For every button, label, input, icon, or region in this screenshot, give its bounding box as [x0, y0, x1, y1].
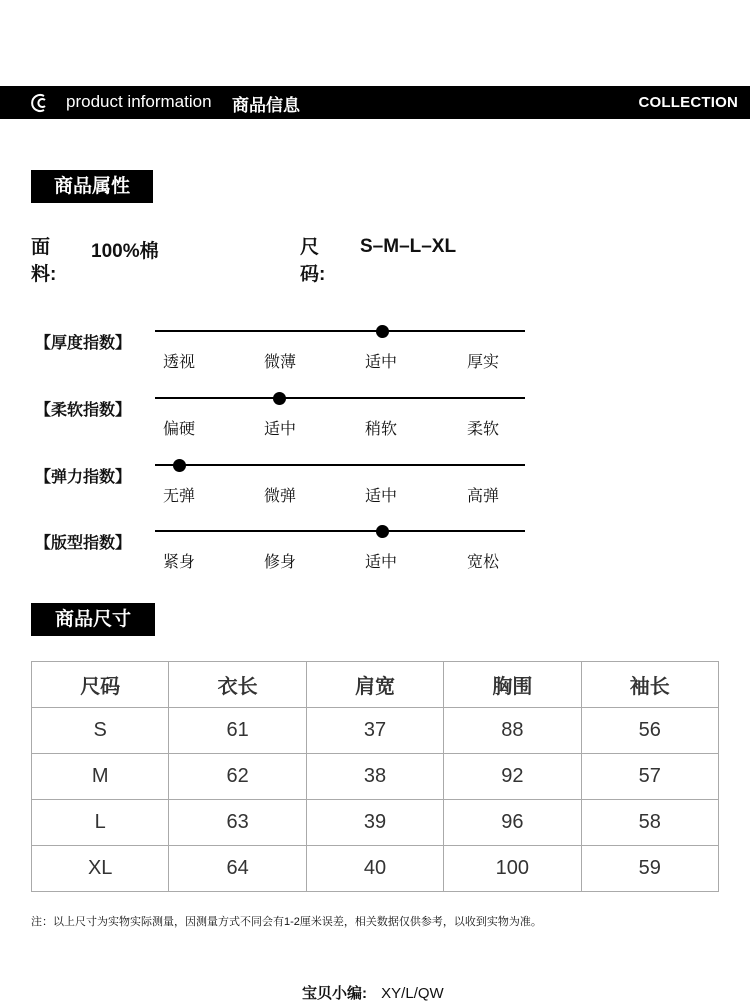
index-marker-dot — [376, 325, 389, 338]
table-cell: 63 — [169, 800, 306, 846]
header-cn-title: 商品信息 — [232, 96, 300, 115]
table-cell: 61 — [169, 708, 306, 754]
table-cell: 57 — [581, 754, 718, 800]
table-cell: S — [32, 708, 169, 754]
attributes-section-title: 商品属性 — [31, 170, 153, 203]
table-cell: 38 — [306, 754, 443, 800]
table-cell: XL — [32, 846, 169, 892]
index-option: 柔软 — [467, 421, 500, 438]
table-cell: 92 — [444, 754, 581, 800]
table-cell: 58 — [581, 800, 718, 846]
index-option: 微弹 — [264, 488, 297, 505]
header-en-title: product information — [66, 92, 212, 111]
table-cell: 56 — [581, 708, 718, 754]
header-cell: 衣长 — [169, 662, 306, 708]
table-cell: L — [32, 800, 169, 846]
index-option: 适中 — [365, 554, 398, 571]
table-cell: 88 — [444, 708, 581, 754]
index-option: 适中 — [365, 354, 398, 371]
index-label: 【弹力指数】 — [35, 469, 132, 486]
table-row — [32, 800, 719, 846]
index-option: 稍软 — [365, 421, 398, 438]
index-marker-dot — [376, 525, 389, 538]
index-option: 修身 — [264, 554, 297, 571]
table-cell: 39 — [306, 800, 443, 846]
index-option: 适中 — [365, 488, 398, 505]
index-marker-dot — [173, 459, 186, 472]
collection-label: COLLECTION — [638, 94, 738, 111]
size-table — [31, 661, 719, 892]
fabric-label: 面料: — [31, 237, 57, 285]
index-marker-dot — [273, 392, 286, 405]
size-label: 尺码: — [300, 237, 326, 285]
double-c-logo-icon — [28, 92, 50, 114]
table-cell: 62 — [169, 754, 306, 800]
header-bar — [0, 86, 750, 119]
table-cell: 40 — [306, 846, 443, 892]
table-cell: M — [32, 754, 169, 800]
index-option: 高弹 — [467, 488, 500, 505]
editor-value: XY/L/QW — [381, 985, 444, 1002]
editor-credit — [302, 982, 444, 1003]
editor-label: 宝贝小编: — [302, 985, 367, 1002]
table-row — [32, 708, 719, 754]
index-option: 透视 — [163, 354, 196, 371]
size-section-title: 商品尺寸 — [31, 603, 155, 636]
index-scale-line — [155, 464, 525, 466]
index-scale-line — [155, 330, 525, 332]
table-cell: 100 — [444, 846, 581, 892]
header-cell: 尺码 — [32, 662, 169, 708]
table-cell: 37 — [306, 708, 443, 754]
index-scale-line — [155, 530, 525, 532]
table-cell: 59 — [581, 846, 718, 892]
measurement-note: 注：以上尺寸为实物实际测量，因测量方式不同会有1-2厘米误差，相关数据仅供参考，以收到实物为准。 — [31, 916, 542, 928]
fabric-value: 100%棉 — [91, 241, 159, 262]
index-option: 偏硬 — [163, 421, 196, 438]
index-label: 【版型指数】 — [35, 535, 132, 552]
header-cell: 袖长 — [581, 662, 718, 708]
table-row — [32, 754, 719, 800]
index-option: 宽松 — [467, 554, 500, 571]
table-cell: 64 — [169, 846, 306, 892]
table-cell: 96 — [444, 800, 581, 846]
header-cell: 胸围 — [444, 662, 581, 708]
index-scale-line — [155, 397, 525, 399]
index-option: 无弹 — [163, 488, 196, 505]
index-option: 紧身 — [163, 554, 196, 571]
index-label: 【厚度指数】 — [35, 335, 132, 352]
table-row — [32, 846, 719, 892]
size-value: S–M–L–XL — [360, 236, 457, 257]
table-header-row — [32, 662, 719, 708]
index-label: 【柔软指数】 — [35, 402, 132, 419]
index-option: 厚实 — [467, 354, 500, 371]
header-cell: 肩宽 — [306, 662, 443, 708]
index-option: 微薄 — [264, 354, 297, 371]
index-option: 适中 — [264, 421, 297, 438]
